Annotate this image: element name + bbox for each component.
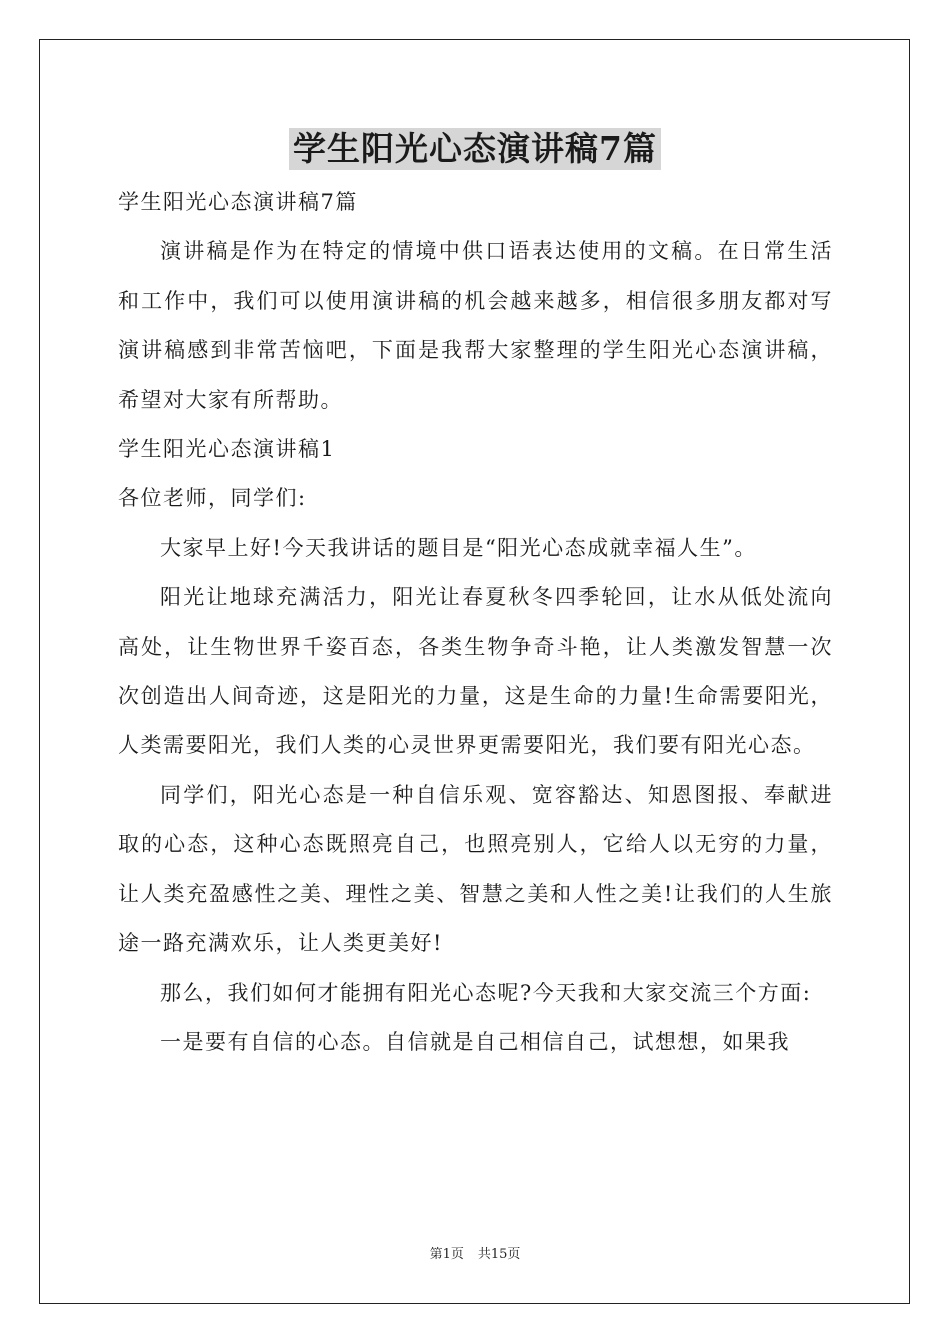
paragraph: 演讲稿是作为在特定的情境中供口语表达使用的文稿。在日常生活和工作中，我们可以使用演讲稿的机会越来越多，相信很多朋友都对写演讲稿感到非常苦恼吧，下面是我帮大家整理的学生阳光心态演讲稿，希望对大家有所帮助。 — [118, 239, 833, 412]
page-footer — [0, 1245, 950, 1265]
title-container — [0, 128, 950, 170]
paragraph: 大家早上好!今天我讲话的题目是“阳光心态成就幸福人生”。 — [160, 535, 757, 560]
paragraph: 学生阳光心态演讲稿1 — [118, 437, 336, 462]
page-number: 第1页 — [429, 1247, 464, 1262]
paragraph: 那么，我们如何才能拥有阳光心态呢?今天我和大家交流三个方面: — [160, 980, 812, 1005]
page-total: 共15页 — [477, 1247, 521, 1262]
paragraph: 各位老师，同学们: — [118, 486, 307, 511]
document-title: 学生阳光心态演讲稿7篇 — [289, 128, 661, 170]
paragraph: 学生阳光心态演讲稿7篇 — [118, 190, 358, 214]
paragraph: 一是要有自信的心态。自信就是自己相信自己，试想想，如果我 — [160, 1029, 790, 1054]
paragraph: 阳光让地球充满活力，阳光让春夏秋冬四季轮回，让水从低处流向高处，让生物世界千姿百态，各类生物争奇斗艳，让人类激发智慧一次次创造出人间奇迹，这是阳光的力量，这是生命的力量!生命需要阳光，人类需要阳光，我们人类的心灵世界更需要阳光，我们要有阳光心态。 — [118, 585, 833, 758]
paragraph: 同学们，阳光心态是一种自信乐观、宽容豁达、知恩图报、奉献进取的心态，这种心态既照亮自己，也照亮别人，它给人以无穷的力量，让人类充盈感性之美、理性之美、智慧之美和人性之美!让我们的人生旅途一路充满欢乐，让人类更美好! — [118, 782, 833, 956]
document-body — [118, 178, 833, 1067]
